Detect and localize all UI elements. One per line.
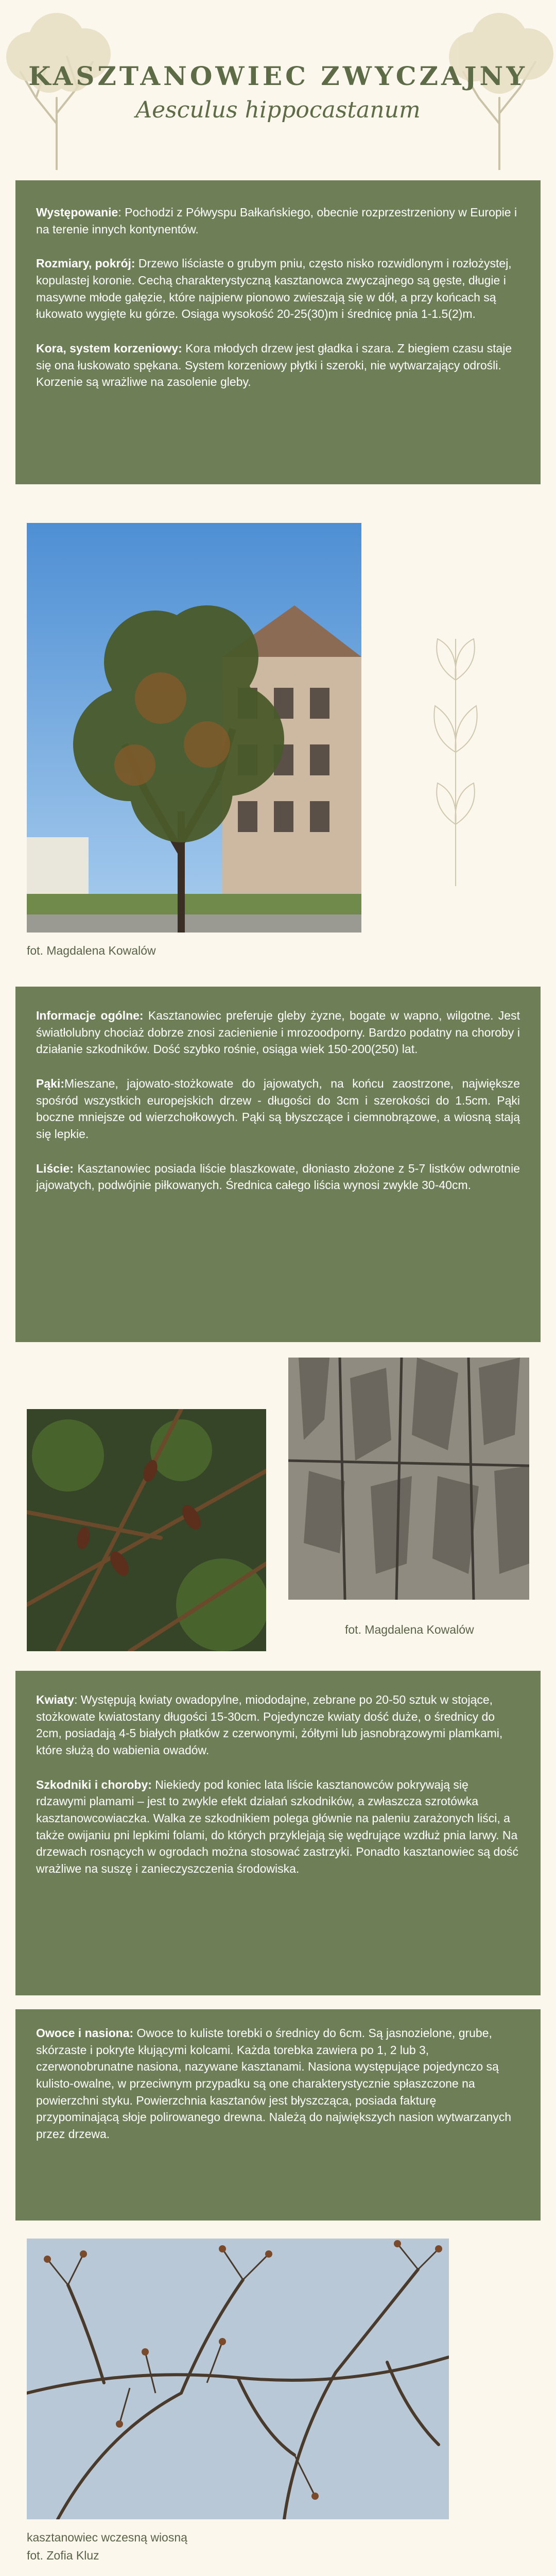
photo-buds [27, 1409, 266, 1651]
photo-bark [288, 1358, 529, 1600]
photo2-caption: fot. Magdalena Kowalów [345, 1623, 474, 1636]
size-paragraph: Rozmiary, pokrój: Drzewo liściaste o grubym pniu, często nisko rozwidlonym i rozłożystej, kopulastej koronie. Cechą charakterystyczną kasztanowca zwyczajnego są gęste, długie i masywne młode gałęzie, które najpierw pionowo zwieszają się w dół, a przy końcach są łukowato wygięte ku górze. Osiąga wysokość 20-25(30)m i średnicę pnia 1-1.5(2)m. [36, 257, 512, 321]
latin-name: Aesculus hippocastanum [135, 97, 421, 123]
page-title: KASZTANOWIEC ZWYCZAJNY [28, 61, 528, 91]
bark-paragraph: Kora, system korzeniowy: Kora młodych drzew jest gładka i szara. Z biegiem czasu staje się ona łuskowato spękana. System korzeniowy płytki i szeroki, nie wytwarzający odrośli. Korzenie są wrażliwe na zasolenie gleby. [36, 341, 512, 389]
photo3-caption-line1: kasztanowiec wczesną wiosną [27, 2531, 187, 2544]
pests-paragraph: Szkodniki i choroby: Niekiedy pod koniec lata liście kasztanowców pokrywają się rdzawymi plamami – jest to zwykle efekt działań szkodników, a zwłaszcza szrotówka kasztanowcowiaczka. Walka ze szkodnikiem polega głównie na paleniu zarażonych liści, a także owijaniu pni lepkimi folami, do których przyklejają się wędrujące wzdłuż pnia larwy. Na drzewach rosnących w ogrodach można stosować zastrzyki. Ponadto kasztanowiec są dość wrażliwe na suszę i zanieczyszczenia środowiska. [36, 1777, 519, 1875]
photo-spring-branches [27, 2239, 449, 2519]
leaves-paragraph: Liście: Kasztanowiec posiada liście blaszkowate, dłoniasto złożone z 5-7 listków odwrotnie jajowatych, podwójnie piłkowanych. Średnica całego liścia wynosi zwykle 30-40cm. [36, 1161, 520, 1192]
photo-tree-building [27, 523, 361, 933]
general-info-paragraph: Informacje ogólne: Kasztanowiec preferuje gleby żyzne, bogate w wapno, wilgotne. Jest światłolubny chociaż dobrze znosi zacienienie i mrozoodporny. Bardzo podatny na choroby i działanie szkodników. Dość szybko rośnie, osiąga wiek 150-200(250) lat. [36, 1009, 520, 1056]
details-panel [15, 987, 541, 1342]
occurrence-paragraph: Występowanie: Pochodzi z Półwyspu Bałkańskiego, obecnie rozprzestrzeniony w Europie i na terenie innych kontynentów. [36, 206, 517, 236]
intro-panel [15, 180, 541, 484]
leaf-sketch-decoration [422, 618, 489, 907]
buds-paragraph: Pąki:Mieszane, jajowato-stożkowate do jajowatych, na końcu zaostrzone, największe spośród wszystkich europejskich drzew - długości do 3cm i szerokości do 1.5cm. Pąki boczne mniejsze od wierzchołkowych. Pąki są błyszczące i ciemnobrązowe, a wiosną stają się lepkie. [36, 1076, 520, 1141]
photo1-caption: fot. Magdalena Kowalów [27, 944, 156, 957]
photo3-caption [27, 2529, 187, 2564]
photo3-caption-line2: fot. Zofia Kluz [27, 2548, 99, 2562]
flowers-paragraph: Kwiaty: Występują kwiaty owadopylne, miododajne, zebrane po 20-50 sztuk w stojące, stożkowate kwiatostany długości 15-30cm. Pojedyncze kwiaty dość duże, o średnicy do 2cm, posiadają 4-5 białych płatków z czerwonymi, żółtymi lub jasnobrązowymi plamkami, które służą do wabienia owadów. [36, 1693, 503, 1757]
flowers-panel [15, 1671, 541, 1995]
fruit-paragraph: Owoce i nasiona: Owoce to kuliste torebki o średnicy do 6cm. Są jasnozielone, grube, skórzaste i pokryte kłującymi kolcami. Każda torebka zawiera po 1, 2 lub 3, czerwonobrunatne nasiona, nazywane kasztanami. Nasiona występujące pojedynczo są kulisto-owalne, w przeciwnym przypadku są one charakterystycznie spłaszczone na powierzchni styku. Powierzchnia kasztanów jest błyszcząca, posiada fakturę przypominającą słoje polirowanego drewna. Należą do największych nasion wytwarzanych przez drzewa. [36, 2026, 512, 2141]
fruit-panel [15, 2009, 541, 2221]
